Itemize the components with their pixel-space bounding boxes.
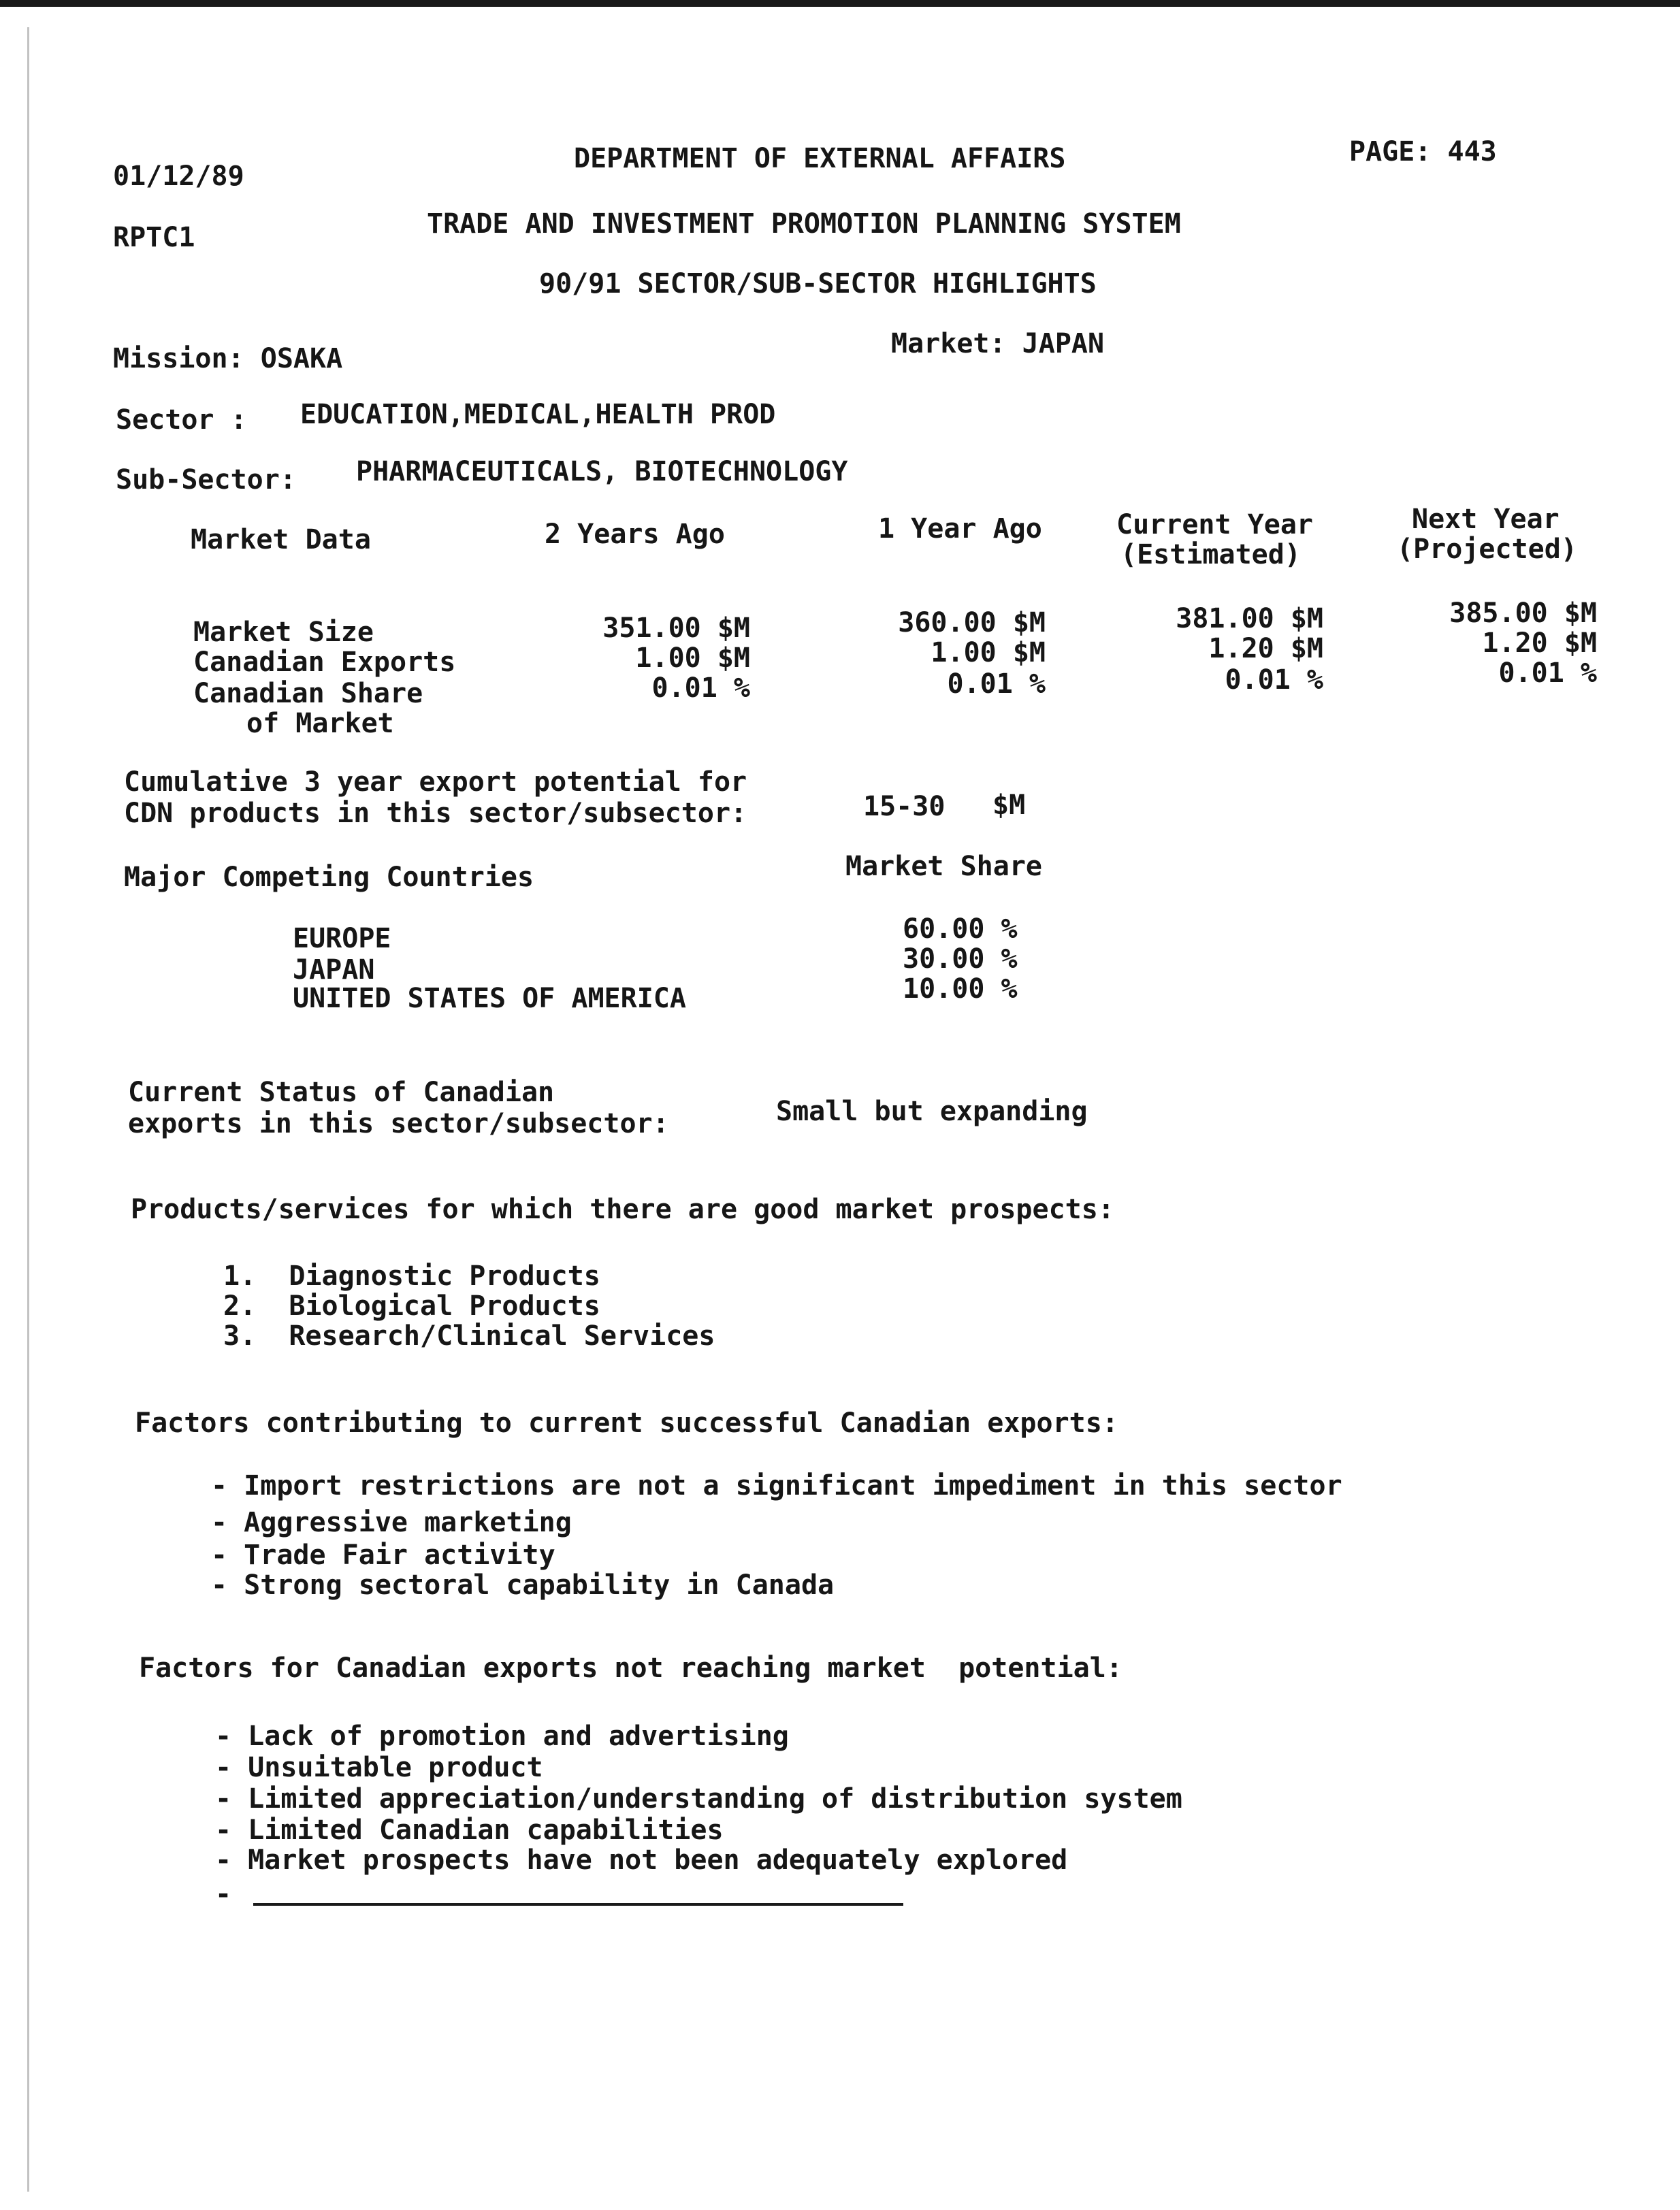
system-title: TRADE AND INVESTMENT PROMOTION PLANNING SYSTEM xyxy=(427,208,1181,240)
failure-factor-item: - Lack of promotion and advertising xyxy=(215,1721,789,1752)
competitor-share: 60.00 % xyxy=(903,913,1018,945)
failure-factor-item: - xyxy=(215,1879,232,1910)
prospect-item: 2. Biological Products xyxy=(223,1290,600,1322)
success-factor-item: - Strong sectoral capability in Canada xyxy=(211,1570,835,1601)
prospect-item: 3. Research/Clinical Services xyxy=(223,1320,715,1352)
table-header-projected: (Projected) xyxy=(1397,534,1577,565)
competitor-name: JAPAN xyxy=(293,954,375,986)
table-header-estimated: (Estimated) xyxy=(1120,539,1301,570)
row-label-canadian-exports: Canadian Exports xyxy=(193,647,456,678)
canadian-exports-2-years-ago: 1.00 $M xyxy=(635,643,750,674)
table-header-2-years-ago: 2 Years Ago xyxy=(545,519,725,550)
mission: Mission: OSAKA xyxy=(113,343,343,374)
scan-left-edge xyxy=(27,27,29,2192)
row-label-of-market: of Market xyxy=(246,708,394,739)
success-factor-item: - Trade Fair activity xyxy=(211,1540,555,1571)
page-number: PAGE: 443 xyxy=(1349,136,1497,167)
market-size-1-year-ago: 360.00 $M xyxy=(898,607,1046,638)
row-label-market-size: Market Size xyxy=(193,617,374,648)
market-share-heading: Market Share xyxy=(845,851,1042,882)
status-line-2: exports in this sector/subsector: xyxy=(128,1108,669,1139)
failure-factor-item: - Limited appreciation/understanding of distribution system xyxy=(215,1783,1182,1815)
canadian-exports-current: 1.20 $M xyxy=(1208,633,1323,664)
market-size-current: 381.00 $M xyxy=(1176,603,1323,634)
failure-factor-item: - Unsuitable product xyxy=(215,1752,543,1783)
department-title: DEPARTMENT OF EXTERNAL AFFAIRS xyxy=(574,143,1066,174)
sector-value: EDUCATION,MEDICAL,HEALTH PROD xyxy=(300,399,776,430)
potential-line-2: CDN products in this sector/subsector: xyxy=(124,798,747,829)
success-factor-item: - Aggressive marketing xyxy=(211,1507,572,1538)
canadian-share-2-years-ago: 0.01 % xyxy=(651,672,750,704)
failure-factors-heading: Factors for Canadian exports not reaching market potential: xyxy=(139,1653,1122,1684)
row-label-canadian-share: Canadian Share xyxy=(193,678,423,709)
table-header-1-year-ago: 1 Year Ago xyxy=(878,513,1042,545)
subsector-value: PHARMACEUTICALS, BIOTECHNOLOGY xyxy=(356,456,848,487)
potential-line-1: Cumulative 3 year export potential for xyxy=(124,766,747,798)
blank-entry-line xyxy=(253,1903,903,1906)
competitor-name: UNITED STATES OF AMERICA xyxy=(293,983,686,1014)
subsector-label: Sub-Sector: xyxy=(116,464,296,495)
market: Market: JAPAN xyxy=(891,328,1105,359)
table-header-next-year: Next Year xyxy=(1412,504,1560,535)
report-date: 01/12/89 xyxy=(113,161,244,192)
canadian-share-next: 0.01 % xyxy=(1498,657,1597,689)
scan-top-border xyxy=(0,0,1680,7)
competitor-share: 30.00 % xyxy=(903,943,1018,975)
success-factor-item: - Import restrictions are not a significant impediment in this sector xyxy=(211,1470,1342,1501)
failure-factor-item: - Limited Canadian capabilities xyxy=(215,1815,724,1846)
competitor-share: 10.00 % xyxy=(903,973,1018,1005)
canadian-share-1-year-ago: 0.01 % xyxy=(947,668,1046,700)
report-id: RPTC1 xyxy=(113,222,195,253)
status-line-1: Current Status of Canadian xyxy=(128,1077,555,1108)
canadian-share-current: 0.01 % xyxy=(1225,664,1323,696)
competitor-name: EUROPE xyxy=(293,923,391,954)
canadian-exports-1-year-ago: 1.00 $M xyxy=(931,637,1046,668)
market-size-2-years-ago: 351.00 $M xyxy=(602,613,750,644)
market-size-next: 385.00 $M xyxy=(1449,598,1597,629)
success-factors-heading: Factors contributing to current successful Canadian exports: xyxy=(135,1408,1118,1439)
report-subtitle: 90/91 SECTOR/SUB-SECTOR HIGHLIGHTS xyxy=(539,268,1097,299)
potential-value: 15-30 xyxy=(863,791,946,822)
canadian-exports-next: 1.20 $M xyxy=(1482,628,1597,659)
sector-label: Sector : xyxy=(116,404,247,436)
table-header-current-year: Current Year xyxy=(1116,509,1313,540)
potential-unit: $M xyxy=(992,790,1026,821)
table-header-market-data: Market Data xyxy=(191,524,371,555)
prospects-heading: Products/services for which there are good market prospects: xyxy=(131,1194,1114,1225)
competitors-heading: Major Competing Countries xyxy=(124,862,534,893)
failure-factor-item: - Market prospects have not been adequately explored xyxy=(215,1845,1068,1876)
status-value: Small but expanding xyxy=(776,1096,1088,1127)
prospect-item: 1. Diagnostic Products xyxy=(223,1261,600,1292)
